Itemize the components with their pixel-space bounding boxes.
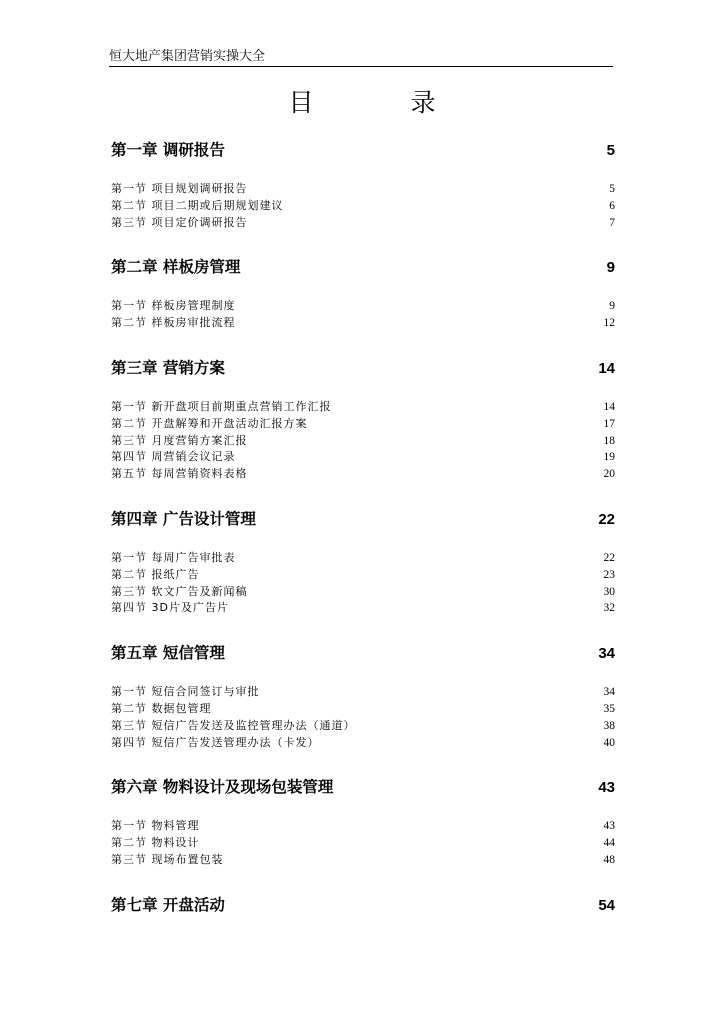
toc-chapter-entry[interactable]	[111, 894, 615, 916]
section-page-number: 6	[609, 199, 615, 212]
toc-section-entry[interactable]	[111, 198, 615, 215]
section-title: 第三节 软文广告及新闻稿	[111, 584, 248, 598]
section-title: 第五节 每周营销资料表格	[111, 467, 248, 481]
section-page-number: 7	[609, 216, 615, 229]
chapter-title: 第七章 开盘活动	[111, 895, 225, 914]
chapter-page-number: 14	[598, 359, 615, 377]
section-title: 第二节 物料设计	[111, 836, 200, 850]
toc-section-entry[interactable]	[111, 684, 615, 701]
section-page-number: 19	[603, 451, 615, 464]
section-title: 第一节 新开盘项目前期重点营销工作汇报	[111, 399, 332, 413]
section-title: 第一节 项目规划调研报告	[111, 182, 248, 195]
section-title: 第二节 开盘解筹和开盘活动汇报方案	[111, 416, 308, 430]
section-title: 第四节 周营销会议记录	[111, 450, 236, 464]
toc-section-entry[interactable]	[111, 567, 615, 584]
section-title: 第一节 每周广告审批表	[111, 550, 236, 564]
toc-section-entry[interactable]	[111, 735, 615, 752]
section-title: 第三节 月度营销方案汇报	[111, 433, 248, 447]
section-title: 第三节 现场布置包装	[111, 852, 224, 866]
toc-section-entry[interactable]	[111, 584, 615, 601]
section-page-number: 30	[603, 585, 615, 598]
section-page-number: 20	[603, 468, 615, 481]
toc-section-list	[111, 550, 615, 617]
toc-section-entry[interactable]	[111, 818, 615, 835]
toc-section-entry[interactable]	[111, 215, 615, 232]
toc-chapter-entry[interactable]	[111, 642, 615, 664]
chapter-title: 第五章 短信管理	[111, 644, 225, 663]
toc-section-entry[interactable]	[111, 298, 615, 315]
section-title: 第一节 样板房管理制度	[111, 299, 236, 313]
toc-chapter-block	[111, 894, 615, 916]
toc-section-entry[interactable]	[111, 466, 615, 483]
section-title: 第三节 项目定价调研报告	[111, 215, 248, 229]
toc-section-list	[111, 818, 615, 868]
section-page-number: 14	[603, 400, 615, 413]
section-page-number: 38	[603, 719, 615, 732]
toc-chapter-block	[111, 139, 615, 231]
section-title: 第四节 短信广告发送管理办法（卡发）	[111, 735, 320, 749]
toc-section-entry[interactable]	[111, 550, 615, 567]
chapter-page-number: 5	[606, 142, 615, 159]
toc-chapter-block	[111, 508, 615, 617]
chapter-page-number: 54	[598, 896, 615, 914]
chapter-title: 第六章 物料设计及现场包装管理	[111, 778, 334, 797]
toc-section-list	[111, 399, 615, 483]
toc-chapter-block	[111, 357, 615, 483]
toc-section-entry[interactable]	[111, 718, 615, 735]
toc-chapter-entry[interactable]	[111, 256, 615, 278]
toc-section-list	[111, 684, 615, 751]
toc-section-entry[interactable]	[111, 852, 615, 869]
section-page-number: 43	[603, 820, 615, 833]
toc-section-entry[interactable]	[111, 399, 615, 416]
toc-chapter-entry[interactable]	[111, 508, 615, 530]
toc-section-entry[interactable]	[111, 449, 615, 466]
toc-section-entry[interactable]	[111, 433, 615, 450]
section-title: 第一节 短信合同签订与审批	[111, 685, 260, 699]
chapter-page-number: 9	[606, 259, 615, 277]
chapter-title: 第一章 调研报告	[111, 141, 225, 159]
toc-chapter-entry[interactable]	[111, 139, 615, 161]
chapter-page-number: 22	[598, 510, 615, 528]
toc-section-list	[111, 181, 615, 231]
section-title: 第二节 样板房审批流程	[111, 316, 236, 330]
chapter-title: 第三章 营销方案	[111, 358, 225, 377]
toc-section-entry[interactable]	[111, 416, 615, 433]
section-title: 第一节 物料管理	[111, 819, 200, 833]
chapter-page-number: 34	[598, 645, 615, 663]
toc-section-entry[interactable]	[111, 181, 615, 198]
chapter-page-number: 43	[598, 779, 615, 797]
section-page-number: 22	[603, 551, 615, 564]
toc-chapter-block	[111, 776, 615, 868]
section-page-number: 5	[609, 183, 615, 195]
section-page-number: 35	[603, 702, 615, 715]
section-title: 第二节 报纸广告	[111, 567, 200, 581]
toc-chapter-entry[interactable]	[111, 776, 615, 798]
toc-section-entry[interactable]	[111, 600, 615, 617]
section-page-number: 9	[609, 300, 615, 313]
section-page-number: 34	[603, 686, 615, 699]
section-title: 第二节 项目二期或后期规划建议	[111, 198, 284, 212]
toc-title: 目 录	[288, 88, 472, 117]
chapter-title: 第四章 广告设计管理	[111, 509, 256, 528]
section-page-number: 32	[603, 602, 615, 615]
toc-chapter-block	[111, 642, 615, 751]
toc-chapter-block	[111, 256, 615, 332]
section-page-number: 40	[603, 736, 615, 749]
section-page-number: 17	[603, 417, 615, 430]
toc-section-list	[111, 298, 615, 332]
section-page-number: 12	[603, 317, 615, 330]
toc-section-entry[interactable]	[111, 835, 615, 852]
section-page-number: 23	[603, 568, 615, 581]
section-title: 第三节 短信广告发送及监控管理办法（通道）	[111, 718, 356, 732]
toc-section-entry[interactable]	[111, 701, 615, 718]
section-page-number: 18	[603, 434, 615, 447]
section-page-number: 48	[603, 853, 615, 866]
section-title: 第二节 数据包管理	[111, 701, 212, 715]
running-header: 恒大地产集团营销实操大全	[109, 49, 613, 67]
toc-section-entry[interactable]	[111, 315, 615, 332]
chapter-title: 第二章 样板房管理	[111, 258, 241, 277]
toc-chapter-entry[interactable]	[111, 357, 615, 379]
section-page-number: 44	[603, 837, 615, 850]
section-title: 第四节 3D片及广告片	[111, 601, 229, 615]
table-of-contents	[111, 139, 615, 941]
